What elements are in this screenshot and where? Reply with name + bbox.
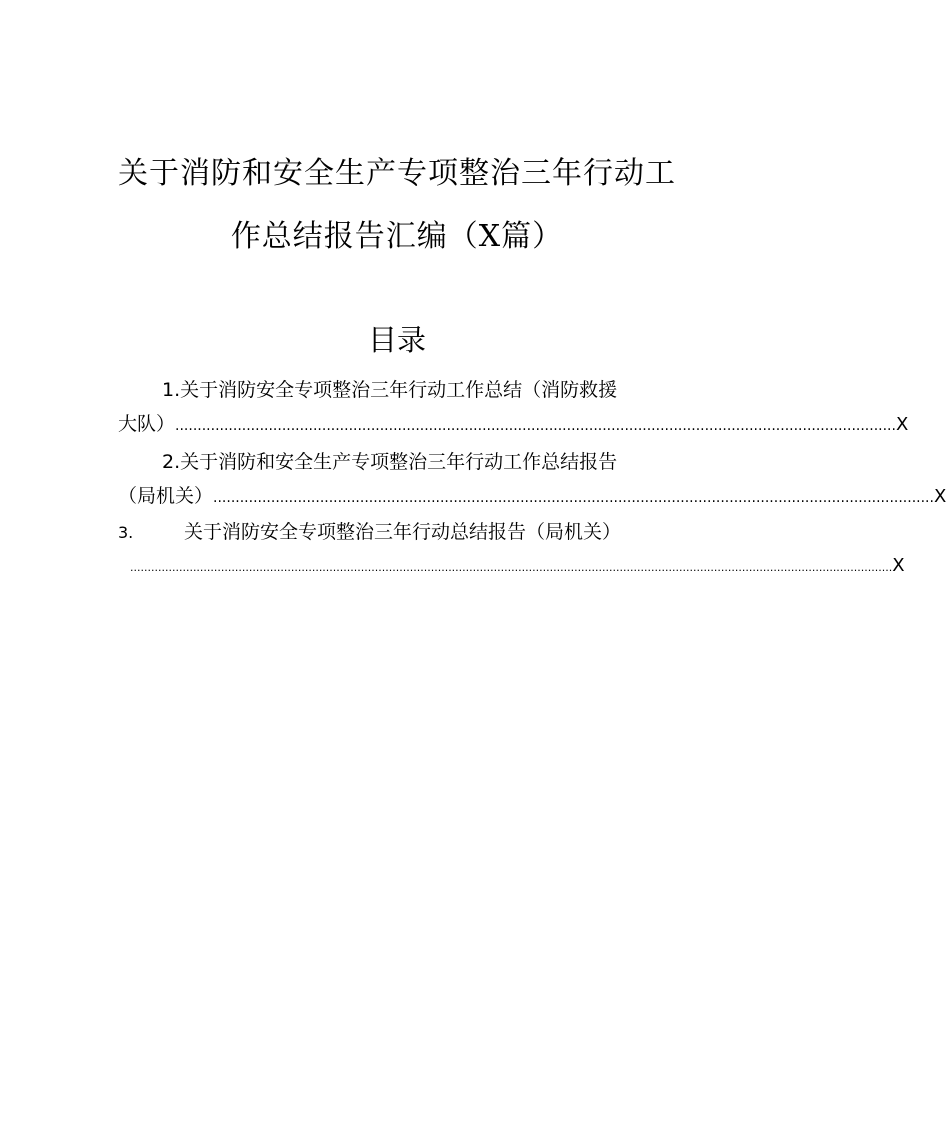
toc-page-number: X bbox=[933, 486, 946, 507]
toc-heading: 目录 bbox=[367, 323, 426, 357]
toc-entry-title: 关于消防安全专项整治三年行动总结报告（局机关） bbox=[184, 521, 622, 543]
toc-page-number: X bbox=[895, 414, 909, 435]
document-title-line-1: 关于消防和安全生产专项整治三年行动工 bbox=[118, 156, 676, 191]
toc-page-number: X bbox=[892, 555, 905, 576]
toc-leader-dots: .................................................................................................................................................................. bbox=[175, 418, 896, 434]
toc-entry-2-line-1[interactable] bbox=[118, 448, 678, 476]
toc-entry-title: 关于消防和安全生产专项整治三年行动工作总结报告 bbox=[180, 451, 618, 473]
toc-entry-title: 关于消防安全专项整治三年行动工作总结（消防救援 bbox=[180, 379, 618, 401]
toc-entry-3-line-1[interactable] bbox=[118, 518, 678, 546]
toc-entry-1-line-1[interactable] bbox=[118, 376, 678, 404]
toc-entry-title-continued: 大队） bbox=[118, 413, 176, 435]
toc-entry-title-continued: （局机关） bbox=[118, 485, 214, 507]
toc-leader-dots: .................................................................................................................................................................. bbox=[213, 490, 934, 506]
toc-entry-3-line-2[interactable] bbox=[118, 552, 905, 580]
toc-entry-number: 2. bbox=[162, 451, 181, 473]
toc-entry-2-line-2[interactable] bbox=[118, 482, 946, 510]
toc-leader-dots: .......................................................................................................................................................................................................................... bbox=[130, 561, 893, 574]
document-title-line-2: 作总结报告汇编（X篇） bbox=[230, 219, 564, 254]
toc-entry-number: 3. bbox=[118, 523, 134, 542]
toc-entry-1-line-2[interactable] bbox=[118, 410, 909, 438]
toc-entry-number: 1. bbox=[162, 379, 181, 401]
